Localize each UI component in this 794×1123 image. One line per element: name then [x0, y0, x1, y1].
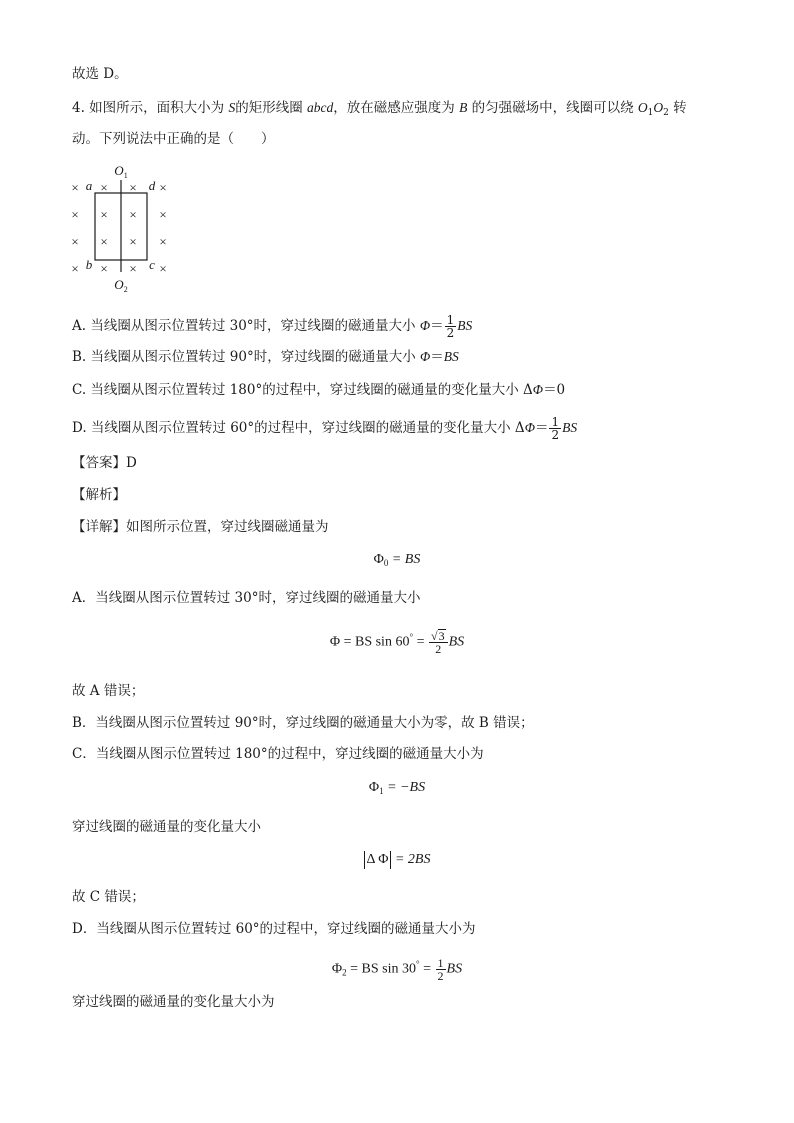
detail-c-line: C．当线圈从图示位置转过 180°的过程中，穿过线圈的磁通量大小为: [72, 746, 484, 762]
field-mark: ×: [159, 180, 167, 195]
field-mark: ×: [71, 207, 79, 222]
fraction: $\frac{1}{2}$: [446, 313, 455, 340]
equation-phi1: $\Phi_1 = -BS$: [368, 780, 426, 796]
coil-figure: [66, 160, 176, 295]
detail-intro: 【详解】如图所示位置，穿过线圈磁通量为: [72, 519, 329, 535]
answer-label: 【答案】D: [72, 455, 137, 471]
axis-label-top: $O_1$: [114, 163, 128, 180]
equation-delta-phi: Δ Φ = 2BS: [0, 851, 794, 869]
fraction: $\frac{1}{2}$: [437, 955, 444, 983]
field-mark: ×: [129, 207, 137, 222]
corner-label-c: c: [149, 257, 155, 272]
question-stem-line1: 4. 如图所示，面积大小为 S的矩形线圈 abcd，放在磁感应强度为 B 的匀强磁场中，线圈可以绕 $O_1O_2$ 转: [72, 100, 687, 118]
equation-phi-a: Φ = BS sin 60° = $\frac{√3}{2}$ BS: [329, 629, 465, 657]
field-mark: ×: [100, 180, 108, 195]
field-mark: ×: [129, 234, 137, 249]
field-mark: ×: [159, 261, 167, 276]
detail-a-conclusion: 故 A 错误；: [72, 683, 145, 699]
change-line-2: 穿过线圈的磁通量的变化量大小为: [72, 994, 275, 1010]
axis-label-bottom: $O_2$: [114, 277, 128, 294]
fraction: $\frac{√3}{2}$: [429, 629, 448, 655]
detail-b-line: B．当线圈从图示位置转过 90°时，穿过线圈的磁通量大小为零，故 B 错误；: [72, 715, 534, 731]
option-a: A. 当线圈从图示位置转过 30°时，穿过线圈的磁通量大小 Φ＝ $\frac{1}{2}$ BS: [72, 313, 473, 340]
field-mark: ×: [71, 261, 79, 276]
fraction: $\frac{1}{2}$: [551, 415, 560, 442]
field-mark: ×: [129, 261, 137, 276]
corner-label-d: d: [148, 178, 156, 193]
corner-label-b: b: [85, 257, 93, 272]
option-c: C. 当线圈从图示位置转过 180°的过程中，穿过线圈的磁通量的变化量大小 ΔΦ＝0: [72, 382, 566, 398]
field-mark: ×: [71, 180, 79, 195]
detail-c-conclusion: 故 C 错误；: [72, 889, 145, 905]
field-mark: ×: [129, 180, 137, 195]
previous-answer: 故选 D。: [72, 66, 128, 82]
analysis-label: 【解析】: [72, 487, 126, 503]
question-stem-line2: 动。下列说法中正确的是（ ）: [72, 131, 275, 147]
field-mark: ×: [71, 234, 79, 249]
field-mark: ×: [100, 207, 108, 222]
detail-a-line: A．当线圈从图示位置转过 30°时，穿过线圈的磁通量大小: [72, 590, 421, 606]
corner-label-a: a: [85, 178, 93, 193]
field-mark: ×: [100, 261, 108, 276]
equation-phi2: $\Phi_2$ = BS sin 30° = $\frac{1}{2}$ BS: [331, 955, 463, 983]
field-mark: ×: [100, 234, 108, 249]
detail-d-line: D．当线圈从图示位置转过 60°的过程中，穿过线圈的磁通量大小为: [72, 921, 476, 937]
field-mark: ×: [159, 207, 167, 222]
change-line: 穿过线圈的磁通量的变化量大小: [72, 819, 261, 835]
equation-phi0: $\Phi_0$ = BS: [373, 552, 421, 568]
field-mark: ×: [159, 234, 167, 249]
option-b: B. 当线圈从图示位置转过 90°时，穿过线圈的磁通量大小 Φ＝BS: [72, 349, 459, 365]
option-d: D. 当线圈从图示位置转过 60°的过程中，穿过线圈的磁通量的变化量大小 ΔΦ＝ $\frac{1}{2}$ BS: [72, 415, 578, 442]
